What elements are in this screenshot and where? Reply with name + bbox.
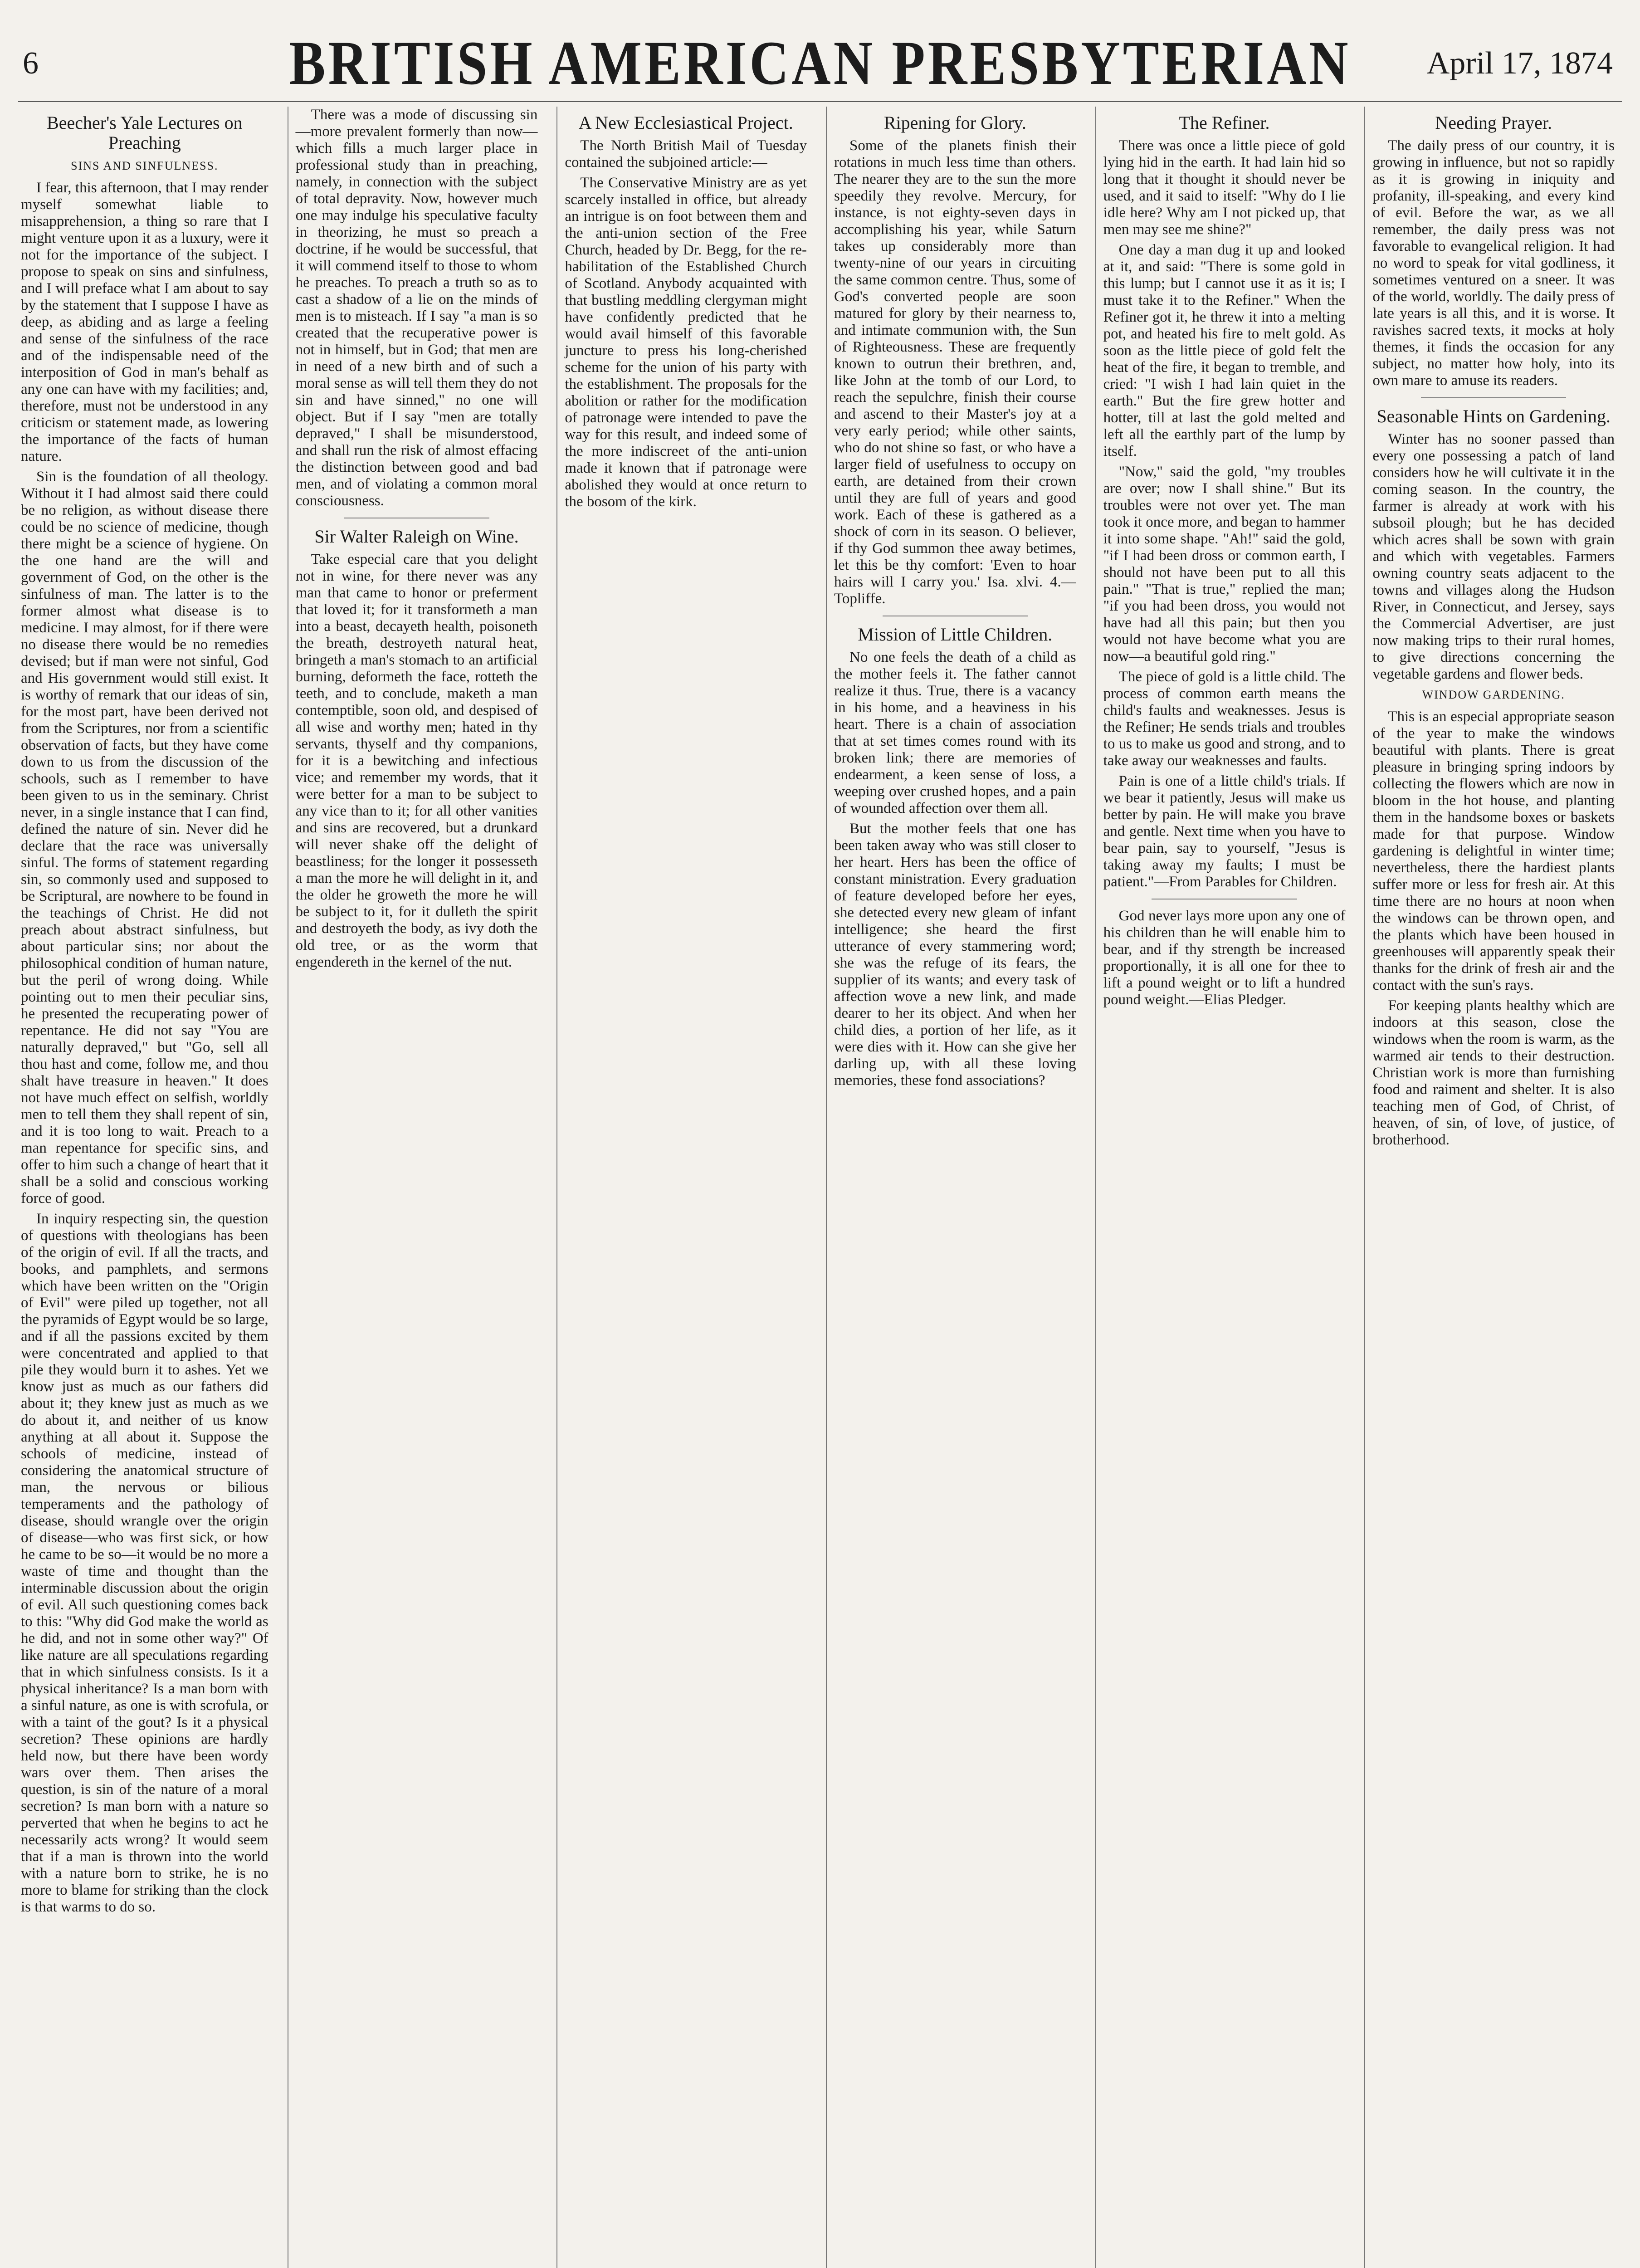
issue-date: April 17, 1874 <box>1426 46 1613 81</box>
article-columns <box>18 107 1622 2268</box>
article-paragraph: Winter has no sooner passed than every one possessing a patch of land considers how he will cultivate it in the coming season. In the country, the farmer is already at work with his subsoil plough; but he has decided which acres shall be sown with grain and which with vegetables. Farmers owning country seats adjacent to the towns and villages along the Hudson River, in Connecticut, and Jersey, says the Commercial Advertiser, are just now making trips to their rural homes, to give directions concerning the vegetable gardens and flower beds. <box>1372 431 1615 682</box>
article-window-gardening <box>1372 686 1615 1149</box>
article-paragraph: There was a mode of discussing sin—more prevalent formerly than now—which fills a much larger place in professional study than in preaching, namely, in connection with the subject of total depravity. Now, however much one may indulge his speculative faculty in theorizing, he must so preach a doctrine, if he would be successful, that it will commend itself to those to whom he preaches. To preach a truth so as to cast a shadow of a lie on the minds of men is to misteach. If I say "a man is so created that the recuperative power is not in himself, but in God; that men are in need of a new birth and of such a moral sense as will tell them they do not sin and have sinned," no one will object. But if I say "men are totally depraved," I shall be misunderstood, and shall run the risk of almost effacing the distinction between good and bad men, and of violating a common moral consciousness. <box>295 107 538 509</box>
article-paragraph: "Now," said the gold, "my troubles are over; now I shall shine." But its troubles were not over yet. The man took it once more, and began to hammer it into some shape. "Ah!" said the gold, "if I had been dross or common earth, I should not have been put to all this pain." "That is true," replied the man; "if you had been dross, you would not have had all this pain; but then you would not have become what you are now—a beautiful gold ring." <box>1103 464 1346 665</box>
article-paragraph: The piece of gold is a little child. The process of common earth means the child's faults and weaknesses. Jesus is the Refiner; He sends trials and troubles to us to make us good and strong, and to take away our weaknesses and faults. <box>1103 669 1346 769</box>
newspaper-title: BRITISH AMERICAN PRESBYTERIAN <box>289 28 1351 98</box>
article-paragraph: But the mother feels that one has been taken away who was still closer to her heart. Hers has been the office of constant ministration. Every graduation of feature developed before her eyes, she detected every new gleam of infant intelligence; she heard the first utterance of every stammering word; she was the refuge of its fears, the supplier of its wants; and every task of affection wove a new link, and made dearer to her its object. And when her child dies, a portion of her life, as it were dies with it. How can she give her darling up, with all these loving memories, these fond associations? <box>834 821 1076 1089</box>
column-4 <box>826 107 1084 2268</box>
article-paragraph: The North British Mail of Tuesday contained the subjoined article:— <box>565 137 807 171</box>
article-gardening-hints <box>1372 406 1615 683</box>
page-number: 6 <box>23 46 39 81</box>
article-paragraph: No one feels the death of a child as the mother feels it. The father cannot realize it thus. True, there is a vacancy in his home, and a heaviness in his heart. There is a chain of association that at set times comes round with its broken link; there are memories of endearment, a keen sense of loss, a weeping over crushed hopes, and a pain of wounded affection over them all. <box>834 649 1076 816</box>
article-subtitle: SINS AND SINFULNESS. <box>71 159 219 172</box>
article-paragraph: Take especial care that you delight not in wine, for there never was any man that came to honor or preferment that loved it; for it transformeth a man into a beast, decayeth health, poisoneth the breath, destroyeth natural heat, bringeth a man's stomach to an artificial burning, deformeth the face, rotteth the teeth, and to conclude, maketh a man contemptible, soon old, and despised of all wise and worthy men; hated in thy servants, thyself and thy companions, for it is a bewitching and infectious vice; and remember my words, that it were better for a man to be subject to any vice than to it; for all other vanities and sins are recovered, but a drunkard will never shake off the delight of beastliness; for the longer it possesseth a man the more he will delight in it, and the older he groweth the more he will be subject to it, for it dulleth the spirit and destroyeth the body, as ivy doth the old tree, or as the worm that engendereth in the kernel of the nut. <box>295 551 538 970</box>
column-2 <box>288 107 545 2268</box>
article-title: Needing Prayer. <box>1435 112 1552 133</box>
article-paragraph: One day a man dug it up and looked at it, and said: "There is some gold in this lump; but I cannot use it as it is; I must take it to the Refiner." When the Refiner got it, he threw it into a melting pot, and heated his fire to melt gold. As soon as the little piece of gold felt the heat of the fire, it began to tremble, and cried: "I wish I had lain quiet in the earth." But the fire grew hotter and hotter, till at last the gold melted and left all the earthly part of the lump by itself. <box>1103 242 1346 459</box>
article-ecclesiastical-project <box>565 113 807 510</box>
article-paragraph: I fear, this afternoon, that I may render myself somewhat liable to misapprehension, a thing so rare that I might venture upon it as a luxury, were it not for the importance of the subject. I propose to speak on sins and sinfulness, and I will preface what I am about to say by the statement that I suppose I have as deep, as abiding and as large a feeling and sense of the sinfulness of the race and of the indispensable need of the interposition of God in man's behalf as any one can have with my facilities; and, therefore, must not be understood in any criticism or statement made, as lowering the importance of the facts of human nature. <box>21 180 268 464</box>
article-paragraph: This is an especial appropriate season of the year to make the windows beautiful with plants. There is great pleasure in bringing spring indoors by collecting the flowers which are now in bloom in the hot house, and planting them in the handsome boxes or baskets made for that purpose. Window gardening is delightful in winter time; nevertheless, there the hardiest plants suffer more or less for fresh air. At this time there are no hours at noon when the windows can be thrown open, and the plants which have been housed in greenhouses will apparently speak their thanks for the drink of fresh air and the contact with the sun's rays. <box>1372 709 1615 993</box>
article-paragraph: The daily press of our country, it is growing in influence, but not so rapidly as it is growing in iniquity and profanity, ill-speaking, and every kind of evil. Before the war, as we all remember, the daily press was not favorable to evangelical religion. It had no word to speak for vital godliness, it sometimes ventured on a sneer. It was of the world, worldly. The daily press of late years is all this, and it is worse. It ravishes sacred texts, it mocks at holy themes, it finds the occasion for any subject, no matter how holy, into its own mare to amuse its readers. <box>1372 137 1615 389</box>
column-3 <box>556 107 814 2268</box>
article-title: Ripening for Glory. <box>883 112 1026 133</box>
article-title: The Refiner. <box>1179 112 1270 133</box>
article-paragraph: For keeping plants healthy which are indoors at this season, close the windows when the room is warm, as the warmed air tends to their destruction. Christian work is more than furnishing food and raiment and shelter. It is also teaching men of God, of Christ, of heaven, of sin, of love, of justice, of brotherhood. <box>1372 997 1615 1148</box>
column-6 <box>1364 107 1622 2268</box>
article-ripening-for-glory <box>834 113 1076 607</box>
article-title: Beecher's Yale Lectures on Preaching <box>47 112 243 153</box>
article-paragraph: Sin is the foundation of all theology. Without it I had almost said there could be no religion, as without disease there could be no science of medicine, though there might be a science of hygiene. On the one hand are the will and government of God, on the other is the sinfulness of man. The latter is to the former almost what disease is to medicine. I may almost, for if there were no disease there would be no remedies devised; but if man were not sinful, God and His government would still exist. It is worthy of remark that our ideas of sin, for the most part, have been derived not from the Scriptures, nor from a scientific observation of facts, but they have come down to us from the discussion of the schools, such as I remember to have been given to us in the seminary. Christ never, in a single instance that I can find, defined the nature of sin. Never did he declare that the race was universally sinful. The forms of statement regarding sin, so commonly used and supposed to be Scriptural, are nowhere to be found in the teachings of Christ. He did not preach about abstract sinfulness, but about particular sins; nor about the philosophical condition of human nature, but the peril of wrong doing. While pointing out to men their peculiar sins, he presented the recuperating power of repentance. He did not say "You are naturally depraved," but "Go, sell all thou hast and come, follow me, and thou shalt have treasure in heaven." It does not have much effect on selfish, worldly men to tell them they shall repent of sin, and it is too long to wait. Preach to a man repentance for specific sins, and offer to him such a change of heart that it shall be a solid and conscious working force of good. <box>21 469 268 1207</box>
article-the-refiner <box>1103 113 1346 1008</box>
article-title: A New Ecclesiastical Project. <box>578 112 793 133</box>
article-subtitle: WINDOW GARDENING. <box>1422 688 1565 701</box>
article-paragraph: God never lays more upon any one of his children than he will enable him to bear, and if thy strength be increased proportionally, it is all one for thee to lift a pound weight or to lift a hundred pound weight.—Elias Pledger. <box>1103 908 1346 1008</box>
article-paragraph: Pain is one of a little child's trials. If we bear it patiently, Jesus will make us better by pain. He will make you brave and gentle. Next time when you have to bear pain, say to yourself, "Jesus is taking away my faults; I must be patient."—From Parables for Children. <box>1103 773 1346 890</box>
column-5 <box>1095 107 1353 2268</box>
article-mission-of-little-children <box>834 625 1076 1089</box>
masthead <box>18 28 1622 102</box>
divider <box>1421 397 1566 398</box>
article-paragraph: There was once a little piece of gold lying hid in the earth. It had lain hid so long that it thought it should never be used, and it said to itself: "Why do I lie idle here? Why am I not picked up, that men may see me shine?" <box>1103 137 1346 238</box>
article-title: Seasonable Hints on Gardening. <box>1376 406 1611 426</box>
article-title: Sir Walter Raleigh on Wine. <box>314 526 519 547</box>
article-title: Mission of Little Children. <box>858 624 1053 645</box>
article-paragraph: Some of the planets finish their rotations in much less time than others. The nearer they are to the sun the more speedily they revolve. Mercury, for instance, is not eighty-seven days in accomplishing his year, while Saturn takes up considerably more than twenty-nine of our years in circuiting the same common centre. Thus, some of God's converted people are soon matured for glory by their nearness to, and intimate communion with, the Sun of Righteousness. These are frequently known to outrun their brethren, and, like John at the tomb of our Lord, to reach the sepulchre, finish their course and ascend to their Master's joy at a very early period; while other saints, who do not shine so fast, or who have a larger field of usefulness to occupy on earth, are detained from their crown until they are full of years and good work. Each of these is gathered as a shock of corn in its season. O believer, if thy God summon thee away betimes, let this be thy comfort: 'Even to hoar hairs will I carry you.' Isa. xlvi. 4.—Topliffe. <box>834 137 1076 607</box>
article-paragraph: The Conservative Ministry are as yet scarcely installed in office, but already an intrigue is on foot between them and the anti-union section of the Free Church, headed by Dr. Begg, for the re-habilitation of the Established Church of Scotland. Anybody acquainted with that bustling meddling clergyman might have confidently predicted that he would avail himself of this favorable juncture to press his long-cherished scheme for the union of his party with the establishment. The proposals for the abolition or rather for the modification of patronage were intended to pave the way for this result, and indeed some of the more indiscreet of the anti-union made it known that if patronage were abolished they would at once return to the bosom of the kirk. <box>565 175 807 510</box>
column-1 <box>18 107 276 2268</box>
article-needing-prayer <box>1372 113 1615 389</box>
article-beecher <box>21 113 268 1916</box>
article-paragraph: In inquiry respecting sin, the question of questions with theologians has been of the origin of evil. If all the tracts, and books, and pamphlets, and sermons which have been written on the "Origin of Evil" were piled up together, not all the pyramids of Egypt would be so large, and if all the passions excited by them were concentrated and applied to that pile they would burn it to ashes. Yet we know just as much as our fathers did about it; they knew just as much as we do about it, and neither of us know anything at all about it. Suppose the schools of medicine, instead of considering the anatomical structure of man, the nervous or bilious temperaments and the pathology of disease, should wrangle over the origin of disease—who was first sick, or how he came to be so—it would be no more a waste of time and thought than the interminable discussion about the origin of evil. All such questioning comes back to this: "Why did God make the world as he did, and not in some other way?" Of like nature are all speculations regarding that in which sinfulness consists. Is it a physical inheritance? Is a man born with a sinful nature, as one is with scrofula, or with a taint of the gout? Is it a physical secretion? These opinions are hardly held now, but there have been wordy wars over them. Then arises the question, is sin of the nature of a moral secretion? Is man born with a nature so perverted that when he begins to act he necessarily acts wrong? It would seem that if a man is thrown into the world with a nature born to strike, he is no more to blame for striking than the clock is that warms to do so. <box>21 1211 268 1915</box>
article-raleigh <box>296 527 538 971</box>
